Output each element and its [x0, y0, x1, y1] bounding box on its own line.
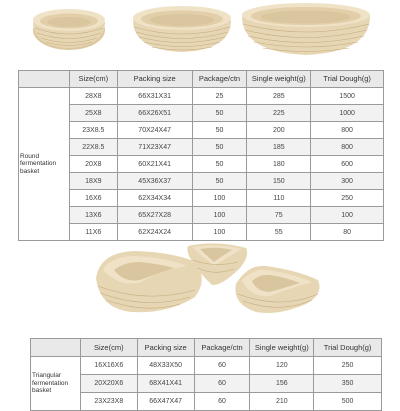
table-cell: 50	[192, 122, 247, 139]
round-basket-small-icon	[33, 9, 105, 50]
table-row	[19, 139, 384, 156]
column-header: Trial Dough(g)	[314, 339, 382, 357]
round-basket-medium-icon	[133, 6, 231, 52]
table-cell: 50	[192, 139, 247, 156]
category-label-line: Round	[20, 152, 40, 160]
table-row	[31, 357, 382, 375]
category-label-line: basket	[20, 167, 40, 175]
column-header: Packing size	[117, 71, 192, 88]
table-cell: 600	[311, 156, 384, 173]
column-header: Package/ctn	[192, 71, 247, 88]
column-header: Trial Dough(g)	[311, 71, 384, 88]
table-cell: 20X20X6	[80, 375, 137, 393]
table-cell: 180	[247, 156, 311, 173]
table-cell: 285	[247, 88, 311, 105]
table-cell: 25	[192, 88, 247, 105]
round-basket-spec-table	[18, 70, 384, 241]
table-row	[19, 173, 384, 190]
table-cell: 62X34X34	[117, 190, 192, 207]
table-cell: 500	[314, 393, 382, 411]
table-row	[19, 88, 384, 105]
table-cell: 66X47X47	[137, 393, 194, 411]
category-label	[19, 88, 70, 241]
table-cell: 48X33X50	[137, 357, 194, 375]
table-cell: 13X6	[69, 207, 117, 224]
table-cell: 65X27X28	[117, 207, 192, 224]
table-cell: 71X23X47	[117, 139, 192, 156]
column-header: Size(cm)	[69, 71, 117, 88]
table-cell: 20X8	[69, 156, 117, 173]
table-cell: 28X8	[69, 88, 117, 105]
table-cell: 800	[311, 122, 384, 139]
table-cell: 60	[194, 357, 250, 375]
header-blank-cell	[19, 71, 70, 88]
round-basket-large-icon	[242, 3, 370, 55]
column-header: Single weight(g)	[247, 71, 311, 88]
category-label-line: fermentation	[20, 160, 57, 168]
table-cell: 200	[247, 122, 311, 139]
table-cell: 55	[247, 224, 311, 241]
table-cell: 60	[194, 375, 250, 393]
triangular-basket-left-icon	[96, 251, 202, 312]
table-cell: 1500	[311, 88, 384, 105]
table-cell: 70X24X47	[117, 122, 192, 139]
table-cell: 110	[247, 190, 311, 207]
table-cell: 120	[250, 357, 314, 375]
table-cell: 156	[250, 375, 314, 393]
triangular-basket-right-icon	[235, 266, 319, 313]
column-header: Single weight(g)	[250, 339, 314, 357]
table-cell: 150	[247, 173, 311, 190]
header-blank-cell	[31, 339, 81, 357]
category-label	[31, 357, 81, 411]
table-row	[31, 393, 382, 411]
table-cell: 100	[192, 207, 247, 224]
table-row	[19, 207, 384, 224]
table-cell: 66X26X51	[117, 105, 192, 122]
table-cell: 50	[192, 173, 247, 190]
triangular-baskets-image	[0, 238, 400, 318]
table-cell: 22X8.5	[69, 139, 117, 156]
table-cell: 210	[250, 393, 314, 411]
table-row	[19, 190, 384, 207]
table-cell: 225	[247, 105, 311, 122]
table-row	[19, 156, 384, 173]
table-cell: 250	[311, 190, 384, 207]
table-row	[19, 122, 384, 139]
table-cell: 1000	[311, 105, 384, 122]
table-cell: 250	[314, 357, 382, 375]
table-cell: 25X8	[69, 105, 117, 122]
table-cell: 50	[192, 105, 247, 122]
table-cell: 60X21X41	[117, 156, 192, 173]
table-row	[19, 105, 384, 122]
category-label-line: fermentation	[32, 379, 69, 387]
table-cell: 45X36X37	[117, 173, 192, 190]
table-cell: 100	[311, 207, 384, 224]
table-cell: 50	[192, 156, 247, 173]
table-cell: 11X6	[69, 224, 117, 241]
table-cell: 23X23X8	[80, 393, 137, 411]
table-cell: 68X41X41	[137, 375, 194, 393]
table-cell: 800	[311, 139, 384, 156]
table-cell: 16X16X6	[80, 357, 137, 375]
category-label-line: Triangular	[32, 372, 62, 380]
table-cell: 300	[311, 173, 384, 190]
table-cell: 75	[247, 207, 311, 224]
table-header-row	[31, 339, 382, 357]
table-cell: 23X8.5	[69, 122, 117, 139]
table-row	[31, 375, 382, 393]
table-cell: 100	[192, 224, 247, 241]
table-cell: 66X31X31	[117, 88, 192, 105]
table-cell: 80	[311, 224, 384, 241]
column-header: Package/ctn	[194, 339, 250, 357]
table-cell: 100	[192, 190, 247, 207]
column-header: Packing size	[137, 339, 194, 357]
table-cell: 60	[194, 393, 250, 411]
table-cell: 18X9	[69, 173, 117, 190]
column-header: Size(cm)	[80, 339, 137, 357]
triangular-basket-spec-table	[30, 338, 382, 411]
table-cell: 185	[247, 139, 311, 156]
table-cell: 350	[314, 375, 382, 393]
table-cell: 62X24X24	[117, 224, 192, 241]
table-header-row	[19, 71, 384, 88]
round-baskets-image	[0, 0, 400, 62]
table-cell: 16X6	[69, 190, 117, 207]
category-label-line: basket	[32, 387, 52, 395]
